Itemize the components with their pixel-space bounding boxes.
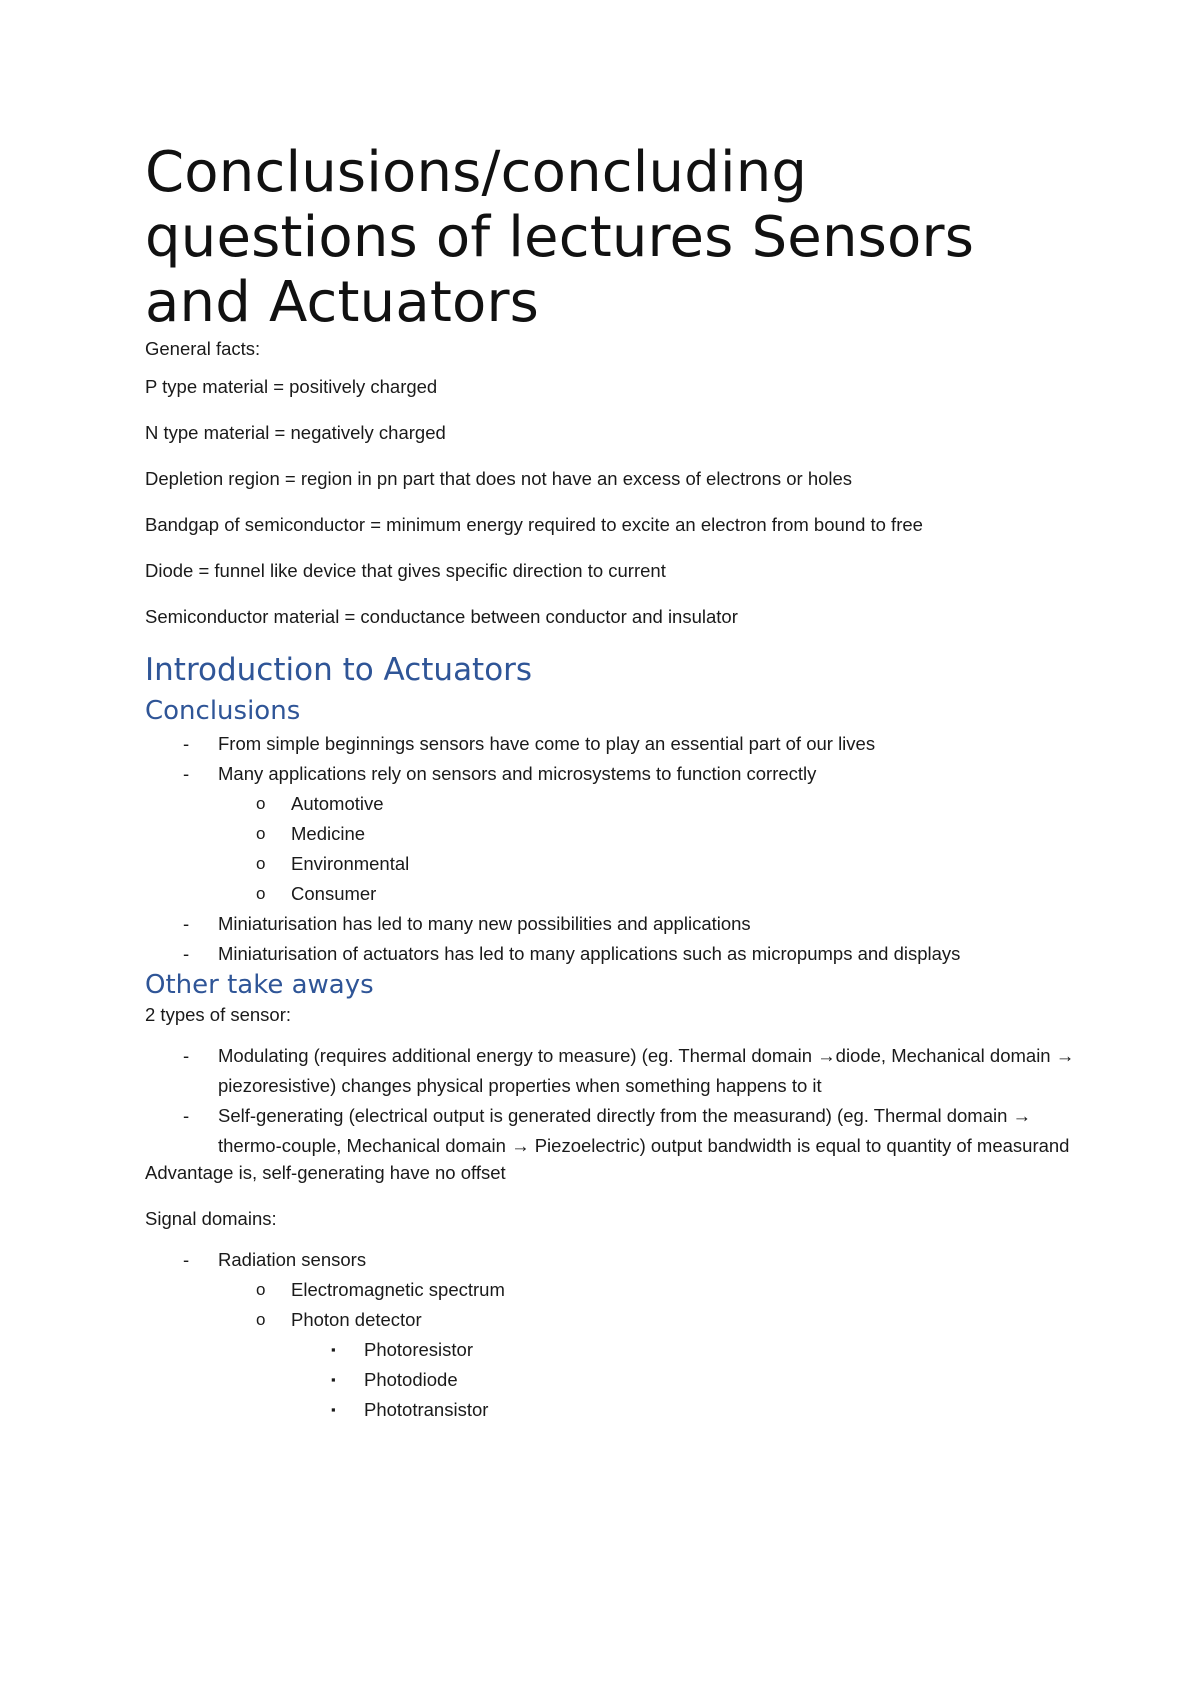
conclusions-list [145,729,1075,969]
list-item: - Miniaturisation of actuators has led to many applications such as micropumps and displays [145,939,1075,969]
list-item: - Many applications rely on sensors and microsystems to function correctly o Automotive o Medicine o Environmental o Consumer [145,759,1075,909]
radiation-sub-list [145,1275,1075,1425]
list-item: - Miniaturisation has led to many new possibilities and applications [145,909,1075,939]
subheading-conclusions: Conclusions [145,696,301,726]
circle-bullet: o [256,1280,266,1299]
fact-depletion-region: Depletion region = region in pn part that does not have an excess of electrons or holes [145,468,853,489]
dash-bullet: - [183,1045,190,1066]
dash-bullet: - [183,1105,190,1126]
fact-bandgap: Bandgap of semiconductor = minimum energy required to excite an electron from bound to free [145,514,923,535]
circle-bullet: o [256,794,266,813]
applications-list [145,789,1075,909]
dash-bullet: - [183,1249,190,1270]
list-item: - From simple beginnings sensors have come to play an essential part of our lives [145,729,1075,759]
circle-bullet: o [256,884,266,903]
circle-bullet: o [256,824,266,843]
list-item: ▪ Photoresistor [291,1335,1075,1365]
square-bullet: ▪ [331,1402,336,1417]
advantage-note: Advantage is, self-generating have no offset [145,1162,506,1183]
dash-bullet: - [183,733,190,754]
fact-diode: Diode = funnel like device that gives specific direction to current [145,560,666,581]
list-item: o Environmental [218,849,1075,879]
fact-semiconductor: Semiconductor material = conductance between conductor and insulator [145,606,738,627]
list-item: o Automotive [218,789,1075,819]
document-title: Conclusions/concluding questions of lectures Sensors and Actuators [145,140,975,335]
circle-bullet: o [256,1310,266,1329]
fact-p-type: P type material = positively charged [145,376,438,397]
dash-bullet: - [183,913,190,934]
list-item: - Radiation sensors o Electromagnetic spectrum o Photon detector ▪ Photoresistor ▪ Photodiode ▪ Phototransistor [145,1245,1075,1425]
signal-domains-label: Signal domains: [145,1208,277,1229]
list-item: o Medicine [218,819,1075,849]
list-item: ▪ Phototransistor [291,1395,1075,1425]
list-item: - Self-generating (electrical output is generated directly from the measurand) (eg. Thermal domain → thermo-couple, Mechanical domain → Piezoelectric) output bandwidth is equal to quantity of measurand [145,1101,1075,1161]
square-bullet: ▪ [331,1372,336,1387]
photon-detector-list [218,1335,1075,1425]
square-bullet: ▪ [331,1342,336,1357]
list-item: o Consumer [218,879,1075,909]
list-item: o Electromagnetic spectrum [218,1275,1075,1305]
list-item: o Photon detector ▪ Photoresistor ▪ Photodiode ▪ Phototransistor [218,1305,1075,1425]
circle-bullet: o [256,854,266,873]
signal-domains-list [145,1245,1075,1425]
dash-bullet: - [183,943,190,964]
sensor-types-label: 2 types of sensor: [145,1004,292,1025]
sensor-types-list [145,1041,1075,1161]
subheading-other-take-aways: Other take aways [145,970,374,1000]
section-heading-intro-actuators: Introduction to Actuators [145,652,533,688]
general-facts-label: General facts: [145,338,261,359]
fact-n-type: N type material = negatively charged [145,422,446,443]
list-item: - Modulating (requires additional energy to measure) (eg. Thermal domain →diode, Mechanical domain → piezoresistive) changes physical properties when something happens to it [145,1041,1075,1101]
document-page [145,140,1075,1425]
list-item: ▪ Photodiode [291,1365,1075,1395]
dash-bullet: - [183,763,190,784]
